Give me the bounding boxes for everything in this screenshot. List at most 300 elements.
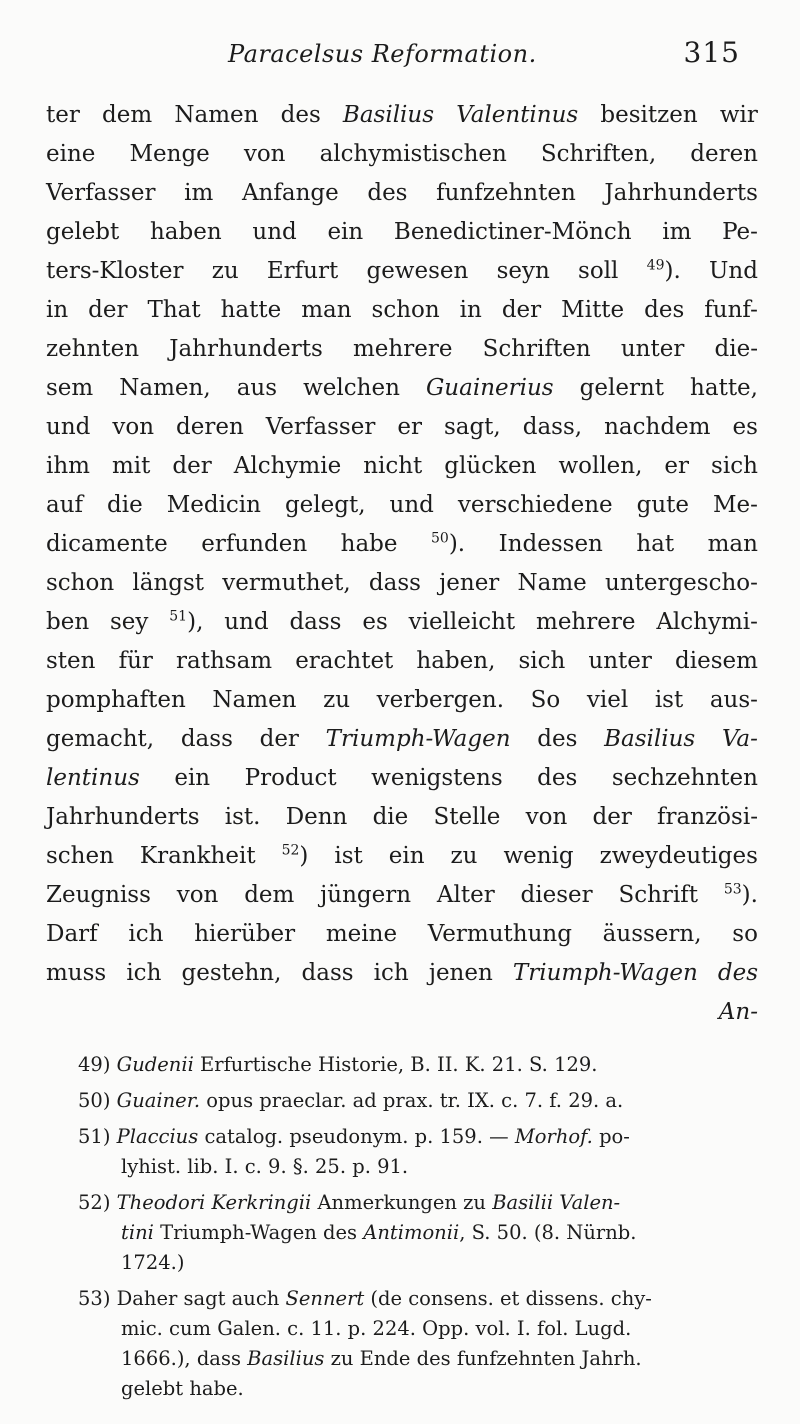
footnote-line — [78, 1284, 760, 1314]
text-run: Schriften, — [540, 141, 657, 167]
word — [371, 759, 502, 798]
word — [541, 135, 656, 174]
word — [690, 369, 758, 408]
word — [558, 447, 642, 486]
word — [326, 720, 511, 759]
text-run: Vermuthung — [427, 921, 572, 947]
text-run: des — [537, 726, 578, 752]
body-line — [46, 174, 758, 213]
text-run: ter — [46, 102, 80, 128]
footnote — [78, 1050, 760, 1080]
word — [174, 759, 210, 798]
word — [341, 525, 398, 564]
word — [225, 798, 261, 837]
word — [704, 291, 758, 330]
word — [302, 954, 354, 993]
text-run: längst — [132, 570, 205, 596]
text-run: funf- — [704, 297, 758, 323]
word — [664, 447, 689, 486]
text-run: besitzen — [600, 102, 698, 128]
word — [128, 915, 163, 954]
word — [46, 486, 83, 525]
text-run: mehrere — [353, 336, 453, 362]
text-run: untergescho- — [604, 570, 758, 596]
word — [720, 96, 758, 135]
text-run: deren — [176, 414, 244, 440]
word — [303, 369, 400, 408]
text-run: Alchymi- — [656, 609, 758, 635]
word — [88, 291, 127, 330]
body-line — [46, 213, 758, 252]
word — [662, 213, 691, 252]
word — [46, 564, 114, 603]
word — [46, 369, 93, 408]
text-run: (de consens. et dissens. chy- — [364, 1287, 652, 1310]
text-run: sich — [518, 648, 566, 674]
text-run: 52) — [78, 1191, 117, 1214]
text-run: ist — [654, 687, 684, 713]
word — [245, 759, 337, 798]
text-run: aus- — [709, 687, 758, 713]
text-run: meine — [325, 921, 398, 947]
word — [46, 174, 156, 213]
text-run: Name — [517, 570, 587, 596]
word — [531, 681, 561, 720]
text-run: Placcius — [116, 1125, 199, 1148]
word — [107, 486, 143, 525]
word — [605, 564, 758, 603]
text-run: der — [172, 453, 212, 479]
word — [362, 603, 387, 642]
text-run: in — [459, 297, 482, 323]
body-line — [46, 876, 758, 915]
word — [724, 876, 758, 915]
text-run: Alter — [436, 882, 495, 908]
word — [110, 603, 148, 642]
text-run: dass — [368, 570, 421, 596]
word — [46, 642, 95, 681]
word — [46, 330, 139, 369]
body-line — [46, 915, 758, 954]
text-run: es — [362, 609, 388, 635]
word — [503, 837, 573, 876]
word — [353, 330, 452, 369]
text-run: ), — [187, 609, 204, 635]
text-run: im — [184, 180, 214, 206]
text-run: ben — [46, 609, 90, 635]
text-run: 49) — [78, 1053, 117, 1076]
word — [431, 525, 465, 564]
word — [46, 759, 140, 798]
text-run: An- — [718, 999, 758, 1025]
word — [580, 369, 664, 408]
text-run: so — [732, 921, 758, 947]
text-run: schon — [46, 570, 115, 596]
text-run: ters-Kloster — [46, 258, 184, 284]
text-run: Anfange — [241, 180, 339, 206]
text-run: , S. 50. (8. Nürnb. — [459, 1221, 637, 1244]
word — [537, 759, 577, 798]
text-run: Stelle — [433, 804, 501, 830]
word — [289, 603, 341, 642]
word — [397, 408, 422, 447]
body-line — [46, 447, 758, 486]
text-run: jener — [439, 570, 500, 596]
word — [690, 135, 758, 174]
text-run: Basilius — [342, 102, 435, 128]
text-run: mit — [111, 453, 151, 479]
body-line — [46, 486, 758, 525]
word — [513, 954, 698, 993]
footnote-line — [78, 1050, 760, 1080]
text-run: That — [147, 297, 201, 323]
footnote-line — [78, 1086, 760, 1116]
text-run: wir — [719, 102, 758, 128]
text-run: sich — [711, 453, 758, 479]
word — [320, 876, 411, 915]
text-run: Indessen — [498, 531, 603, 557]
text-run: hatte, — [690, 375, 758, 401]
text-run: soll — [578, 258, 619, 284]
word — [578, 252, 618, 291]
word — [285, 486, 366, 525]
text-run: ). — [448, 531, 466, 557]
word — [657, 798, 758, 837]
text-run: opus praeclar. ad prax. tr. IX. c. 7. f. 29. a. — [200, 1089, 624, 1112]
footnote-ref: 53 — [723, 881, 742, 898]
text-run: ist — [334, 843, 363, 869]
word — [326, 915, 397, 954]
text-run: welchen — [303, 375, 400, 401]
text-run: 1724.) — [121, 1251, 185, 1274]
text-run: Sennert — [285, 1287, 365, 1310]
text-run: Jahrhunderts — [604, 180, 758, 206]
footnote-ref: 52 — [281, 842, 300, 859]
text-run: Namen — [212, 687, 297, 713]
footnote-line — [78, 1122, 760, 1152]
word — [266, 408, 376, 447]
word — [710, 681, 758, 720]
body-line — [46, 330, 758, 369]
text-run: ). — [664, 258, 681, 284]
word — [722, 720, 758, 759]
word — [46, 915, 98, 954]
word — [456, 96, 578, 135]
word — [366, 252, 468, 291]
text-run: dass — [180, 726, 233, 752]
text-run: glücken — [444, 453, 537, 479]
text-run: schen — [46, 843, 114, 869]
text-run: Namen — [174, 102, 259, 128]
text-run: gelebt — [46, 219, 120, 245]
word — [537, 720, 577, 759]
word — [169, 330, 323, 369]
text-run: Medicin — [166, 492, 261, 518]
text-run: es — [732, 414, 758, 440]
text-run: Erfurtische Historie, B. II. K. 21. S. 129. — [193, 1053, 598, 1076]
text-run: Und — [709, 258, 758, 284]
text-run: seyn — [496, 258, 550, 284]
footnote-line — [78, 1314, 760, 1344]
text-run: eine — [46, 141, 96, 167]
word — [46, 798, 200, 837]
word — [709, 252, 758, 291]
text-run: verschiedene — [457, 492, 613, 518]
text-run: Jahrhunderts — [46, 804, 200, 830]
footnote-line — [78, 1248, 760, 1278]
footnote-line — [78, 1152, 760, 1182]
text-run: Morhof. — [514, 1125, 593, 1148]
footnote-line — [78, 1188, 760, 1218]
text-run: man — [707, 531, 758, 557]
word — [140, 837, 256, 876]
word — [561, 291, 624, 330]
word — [176, 408, 244, 447]
text-run: wenig — [503, 843, 574, 869]
word — [521, 876, 593, 915]
text-run: ich — [128, 921, 164, 947]
word — [119, 369, 210, 408]
text-run: dass — [289, 609, 342, 635]
word — [389, 837, 425, 876]
text-run: Schriften — [482, 336, 591, 362]
text-run: sten — [46, 648, 96, 674]
body-line — [46, 681, 758, 720]
word — [244, 135, 286, 174]
word — [369, 564, 421, 603]
text-run: muss — [46, 960, 107, 986]
word — [46, 96, 80, 135]
word — [363, 447, 422, 486]
word — [428, 915, 572, 954]
word — [126, 954, 161, 993]
word — [718, 954, 758, 993]
body-line — [46, 135, 758, 174]
text-run: lentinus — [46, 765, 140, 791]
text-run: gewesen — [366, 258, 469, 284]
text-run: der — [592, 804, 632, 830]
body-line — [46, 993, 758, 1032]
word — [439, 564, 499, 603]
word — [194, 915, 295, 954]
word — [458, 486, 613, 525]
text-run: von — [112, 414, 155, 440]
word — [46, 837, 114, 876]
word — [201, 525, 307, 564]
text-run: des — [367, 180, 408, 206]
word — [46, 876, 151, 915]
word — [497, 252, 550, 291]
text-run: dass — [301, 960, 354, 986]
text-run: der — [501, 297, 542, 323]
text-run: hatte — [220, 297, 282, 323]
word — [343, 96, 434, 135]
footnote — [78, 1188, 760, 1278]
body-line — [46, 369, 758, 408]
text-run: gemacht, — [46, 726, 155, 752]
word — [444, 447, 536, 486]
word — [176, 642, 272, 681]
word — [132, 564, 204, 603]
word — [722, 213, 758, 252]
text-run: äussern, — [602, 921, 702, 947]
word — [621, 330, 684, 369]
word — [390, 486, 434, 525]
body-line — [46, 798, 758, 837]
text-run: gute — [636, 492, 690, 518]
word — [604, 720, 695, 759]
word — [499, 525, 603, 564]
text-run: ). — [741, 882, 758, 908]
word — [320, 135, 507, 174]
body-line — [46, 642, 758, 681]
word — [167, 486, 261, 525]
word — [518, 642, 565, 681]
text-run: So — [530, 687, 561, 713]
text-run: Anmerkungen zu — [311, 1191, 493, 1214]
footnote — [78, 1086, 760, 1116]
text-run: Pe- — [722, 219, 758, 245]
word — [483, 330, 591, 369]
footnote-ref: 51 — [169, 608, 188, 625]
word — [169, 603, 203, 642]
word — [119, 642, 153, 681]
body-text — [46, 96, 758, 1032]
word — [327, 213, 363, 252]
word — [46, 291, 68, 330]
body-line — [46, 252, 758, 291]
word — [301, 291, 351, 330]
footnote-ref: 49 — [646, 257, 665, 274]
word — [604, 408, 710, 447]
footnote — [78, 1122, 760, 1182]
text-run: gelebt habe. — [121, 1377, 244, 1400]
word — [147, 291, 200, 330]
text-run: jenen — [428, 960, 493, 986]
text-run: Benedictiner-Mönch — [393, 219, 632, 245]
text-run: funfzehnten — [436, 180, 576, 206]
text-run: 1666.), dass — [121, 1347, 248, 1370]
text-run: Antimonii — [363, 1221, 460, 1244]
text-run: Product — [244, 765, 337, 791]
text-run: die- — [714, 336, 758, 362]
word — [46, 681, 186, 720]
word — [394, 213, 632, 252]
page-number: 315 — [683, 36, 740, 69]
word — [600, 96, 697, 135]
word — [367, 174, 407, 213]
word — [675, 642, 758, 681]
text-run: habe — [340, 531, 398, 557]
text-run: gelegt, — [284, 492, 366, 518]
footnotes — [78, 1050, 760, 1410]
footnote-line — [78, 1374, 760, 1404]
text-run: viel — [586, 687, 629, 713]
word — [46, 252, 183, 291]
text-run: sagt, — [443, 414, 501, 440]
text-run: Triumph-Wagen — [512, 960, 698, 986]
text-run: Zeugniss — [46, 882, 151, 908]
word — [46, 447, 90, 486]
text-run: 53) Daher sagt auch — [78, 1287, 286, 1310]
text-run: und — [46, 414, 91, 440]
text-run: ihm — [46, 453, 90, 479]
text-run: po- — [592, 1125, 630, 1148]
text-run: man — [301, 297, 352, 323]
body-line — [46, 564, 758, 603]
word — [212, 681, 296, 720]
text-run: hat — [636, 531, 675, 557]
text-run: er — [397, 414, 422, 440]
text-run: die — [372, 804, 409, 830]
word — [373, 798, 409, 837]
text-run: tini — [121, 1221, 154, 1244]
word — [46, 135, 95, 174]
word — [604, 174, 758, 213]
word — [523, 408, 582, 447]
text-run: und — [224, 609, 269, 635]
text-run: diesem — [675, 648, 758, 674]
word — [295, 642, 393, 681]
text-run: 50) — [78, 1089, 117, 1112]
body-line — [46, 720, 758, 759]
word — [732, 408, 757, 447]
body-line — [46, 96, 758, 135]
text-run: in — [46, 297, 69, 323]
text-run: erfunden — [201, 531, 308, 557]
text-run: Jahrhunderts — [169, 336, 323, 362]
word — [221, 291, 282, 330]
word — [46, 603, 89, 642]
text-run: der — [259, 726, 299, 752]
text-run: Va- — [721, 726, 758, 752]
word — [708, 525, 758, 564]
word — [536, 603, 635, 642]
word — [150, 213, 222, 252]
text-run: die — [107, 492, 143, 518]
text-run: haben, — [416, 648, 496, 674]
word — [587, 681, 628, 720]
body-line — [46, 408, 758, 447]
word — [518, 564, 587, 603]
text-run: nachdem — [604, 414, 711, 440]
word — [377, 681, 504, 720]
footnote-line — [78, 1218, 760, 1248]
text-run: deren — [690, 141, 758, 167]
word — [637, 486, 689, 525]
word — [260, 720, 299, 759]
text-run: sey — [110, 609, 149, 635]
word — [429, 954, 493, 993]
text-run: ich — [373, 960, 409, 986]
word — [252, 213, 296, 252]
body-line — [46, 603, 758, 642]
text-run: unter — [620, 336, 685, 362]
text-run: Gudenii — [116, 1053, 194, 1076]
text-run: ein — [388, 843, 425, 869]
text-run: 51) — [78, 1125, 117, 1148]
word — [437, 876, 495, 915]
text-run: jüngern — [320, 882, 412, 908]
text-run: des — [717, 960, 758, 986]
text-run: zehnten — [46, 336, 140, 362]
word — [46, 720, 154, 759]
text-run: vermuthet, — [222, 570, 351, 596]
text-run: vielleicht — [408, 609, 516, 635]
running-title: Paracelsus Reformation. — [228, 40, 537, 68]
text-run: Me- — [713, 492, 758, 518]
word — [592, 798, 631, 837]
